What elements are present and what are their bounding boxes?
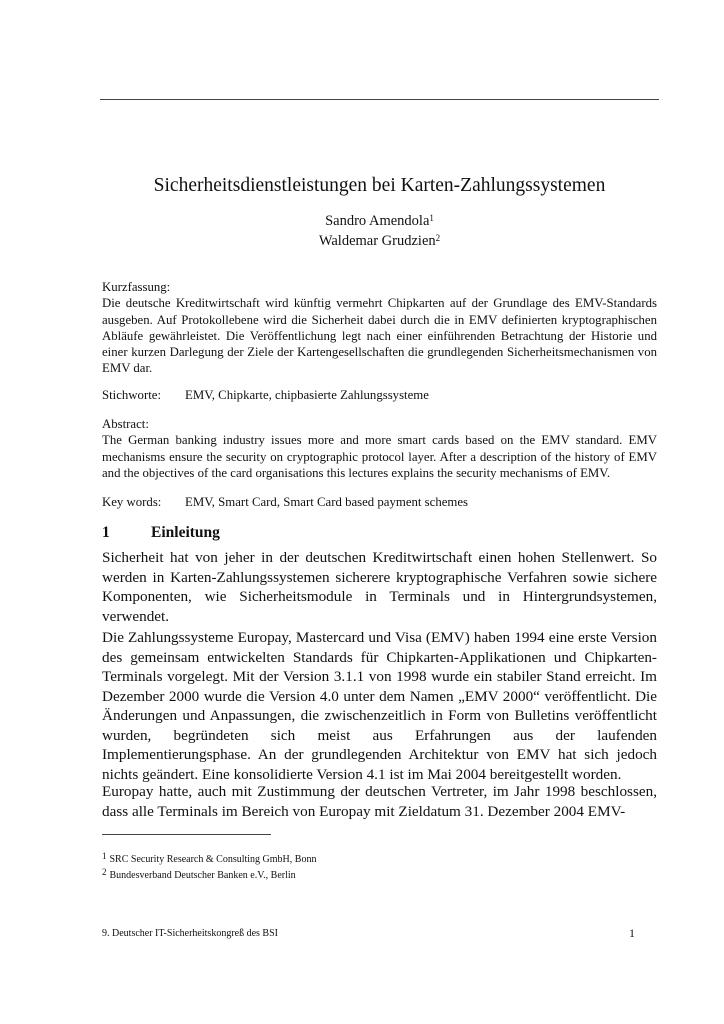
paragraph-text: Europay hatte, auch mit Zustimmung der deutschen Vertreter, im Jahr 1998 beschlossen, dass alle Terminals im Bereich von Europay mit Zieldatum 31. Dezember 2004 EMV-	[102, 783, 657, 820]
footnote-text: SRC Security Research & Consulting GmbH, Bonn	[109, 854, 317, 865]
footnote-mark: 2	[102, 867, 107, 877]
page-number: 1	[629, 926, 635, 940]
stichworte-row	[102, 387, 657, 403]
kurzfassung-label: Kurzfassung:	[102, 280, 171, 294]
paragraph-text: Sicherheit hat von jeher in der deutschen Kreditwirtschaft einen hohen Stellenwert. So werden in Karten-Zahlungssystemen sicherere kryptographische Verfahren sowie sichere Komponenten, wie Sicherheitsmodule in Terminals und in Hintergrundsystemen, verwendet.	[102, 549, 657, 625]
keywords-text: EMV, Smart Card, Smart Card based payment schemes	[185, 495, 469, 509]
section-number: 1	[102, 524, 110, 541]
author-2	[100, 229, 659, 250]
paragraph-3	[102, 782, 657, 821]
paper-title: Sicherheitsdienstleistungen bei Karten-Zahlungssystemen	[153, 175, 606, 196]
author-footnote-mark: 2	[435, 233, 441, 243]
stichworte-text: EMV, Chipkarte, chipbasierte Zahlungssysteme	[185, 388, 429, 402]
keywords-row	[102, 494, 657, 510]
kurzfassung-text: Die deutsche Kreditwirtschaft wird künftig vermehrt Chipkarten auf der Grundlage des EMV-Standards ausgeben. Auf Protokollebene wird die Sicherheit dabei durch die in EMV definierten kryptographischen Abläufe gewährleistet. Die Veröffentlichung legt nach einer einführenden Betrachtung der Historie und einer kurzen Darlegung der Ziele der Kartengesellschaften die grundlegenden Sicherheitsmechanismen von EMV dar.	[102, 296, 657, 376]
section-title: Einleitung	[151, 524, 220, 541]
author-name: Waldemar Grudzien	[318, 233, 436, 249]
author-1	[100, 209, 659, 230]
paragraph-2	[102, 628, 657, 784]
footer-conference: 9. Deutscher IT-Sicherheitskongreß des BSI	[102, 928, 278, 939]
page-footer	[102, 927, 657, 940]
footnote-text: Bundesverband Deutscher Banken e.V., Berlin	[109, 870, 296, 881]
keywords-label: Key words:	[102, 495, 162, 509]
paragraph-1	[102, 548, 657, 626]
footnote-1	[102, 850, 316, 866]
footnote-mark: 1	[102, 851, 107, 861]
section-heading	[102, 523, 220, 543]
paragraph-text: Die Zahlungssysteme Europay, Mastercard und Visa (EMV) haben 1994 eine erste Version des gemeinsam entwickelten Standards für Chipkarten-Applikationen und Chipkarten-Terminals vorgelegt. Mit der Version 3.1.1 von 1998 wurde ein stabiler Stand erreicht. Im Dezember 2000 wurde die Version 4.0 unter dem Namen „EMV 2000“ veröffentlicht. Die Änderungen und Anpassungen, die zwischenzeitlich in Form von Bulletins veröffentlicht wurden, begründeten sich meist aus Erfahrungen aus der laufenden Implementierungsphase. An der grundlegenden Architektur von EMV hat sich jedoch nichts geändert. Eine konsolidierte Version 4.1 ist im Mai 2004 bereitgestellt worden.	[102, 629, 657, 783]
abstract-text: The German banking industry issues more and more smart cards based on the EMV standard. EMV mechanisms ensure the security on cryptographic protocol layer. After a description of the history of EMV and the objectives of the card organisations this lectures explains the security mechanisms of EMV.	[102, 433, 657, 480]
stichworte-label: Stichworte:	[102, 388, 161, 402]
footnote-rule	[102, 834, 271, 835]
author-name: Sandro Amendola	[325, 213, 430, 229]
footnote-2	[102, 866, 296, 882]
abstract-block	[102, 416, 657, 481]
kurzfassung-block	[102, 279, 657, 377]
header-rule	[100, 99, 659, 100]
author-footnote-mark: 1	[429, 213, 434, 223]
abstract-label: Abstract:	[102, 417, 149, 431]
